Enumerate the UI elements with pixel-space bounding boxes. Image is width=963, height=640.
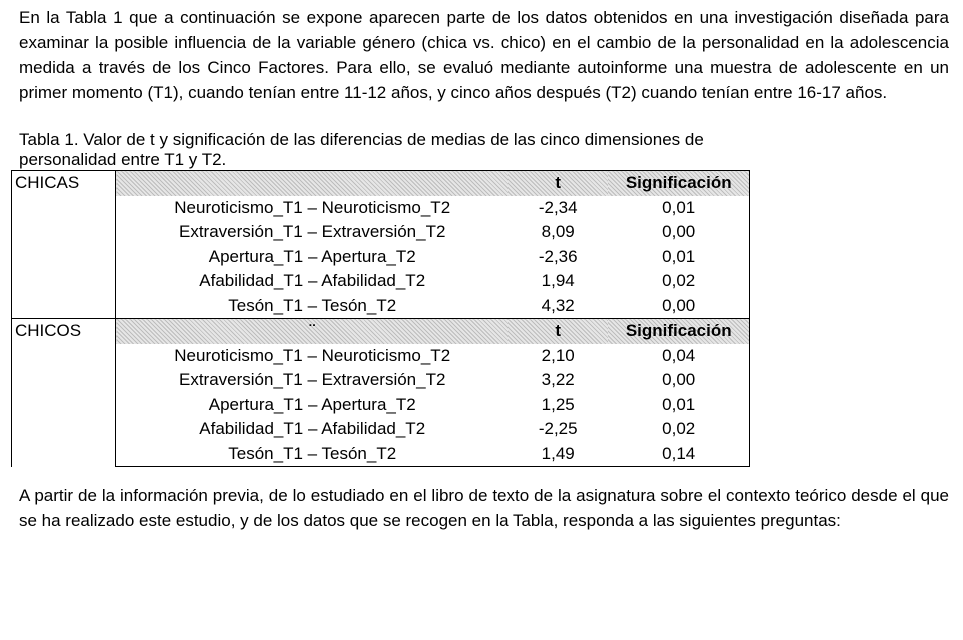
comparison-cell: Neuroticismo_T1 – Neuroticismo_T2 bbox=[116, 196, 508, 221]
t-value-cell: -2,36 bbox=[538, 246, 578, 266]
table-row bbox=[12, 417, 750, 442]
t-value-cell: 1,94 bbox=[541, 271, 575, 290]
comparison-cell: Extraversión_T1 – Extraversión_T2 bbox=[116, 220, 508, 245]
comparison-cell: Neuroticismo_T1 – Neuroticismo_T2 bbox=[116, 344, 508, 369]
table-caption: Tabla 1. Valor de t y significación de las diferencias de medias de las cinco dimensiones de personalidad entre T1 y T2. bbox=[19, 130, 704, 169]
column-header-comparison: ¨ bbox=[116, 319, 508, 344]
significance-cell: 0,00 bbox=[608, 220, 749, 245]
t-value-cell: -2,34 bbox=[538, 197, 578, 217]
comparison-cell: Tesón_T1 – Tesón_T2 bbox=[116, 442, 508, 467]
table-header-row-chicas bbox=[12, 171, 750, 196]
group-label-chicas: CHICAS bbox=[12, 171, 116, 319]
significance-cell: 0,14 bbox=[608, 442, 749, 467]
significance-cell: 0,01 bbox=[608, 393, 749, 418]
t-value-cell: 2,10 bbox=[541, 345, 575, 365]
table-header-row-chicos bbox=[12, 319, 750, 344]
significance-cell: 0,00 bbox=[608, 368, 749, 393]
comparison-cell: Afabilidad_T1 – Afabilidad_T2 bbox=[116, 417, 508, 442]
comparison-cell: Apertura_T1 – Apertura_T2 bbox=[116, 393, 508, 418]
results-table bbox=[11, 170, 750, 467]
table-row bbox=[12, 393, 750, 418]
t-value-cell: 3,22 bbox=[541, 370, 575, 389]
comparison-cell: Extraversión_T1 – Extraversión_T2 bbox=[116, 368, 508, 393]
document-page bbox=[15, 5, 949, 533]
significance-cell: 0,00 bbox=[608, 294, 749, 319]
comparison-cell: Tesón_T1 – Tesón_T2 bbox=[116, 294, 508, 319]
column-header-t: t bbox=[508, 319, 608, 344]
group-label-chicos: CHICOS bbox=[12, 319, 116, 467]
significance-cell: 0,01 bbox=[608, 196, 749, 221]
significance-cell: 0,01 bbox=[608, 245, 749, 270]
table-row bbox=[12, 442, 750, 467]
t-value-cell: 4,32 bbox=[508, 294, 608, 319]
closing-paragraph: A partir de la información previa, de lo estudiado en el libro de texto de la asignatura sobre el contexto teórico desde el que se ha realizado este estudio, y de los datos que se recogen en la Tabla, responda a las siguientes preguntas: bbox=[19, 486, 949, 530]
t-value-cell: 8,09 bbox=[541, 222, 575, 241]
t-value-cell: -2,25 bbox=[538, 419, 578, 438]
table-row bbox=[12, 294, 750, 319]
table-row bbox=[12, 368, 750, 393]
t-value-cell: 1,25 bbox=[541, 394, 575, 414]
table-row bbox=[12, 269, 750, 294]
t-value-cell: 1,49 bbox=[508, 442, 608, 467]
significance-cell: 0,04 bbox=[608, 344, 749, 369]
column-header-significance: Significación bbox=[608, 319, 749, 344]
significance-cell: 0,02 bbox=[608, 417, 749, 442]
table-row bbox=[12, 196, 750, 221]
table-row bbox=[12, 245, 750, 270]
column-header-t: t bbox=[508, 171, 608, 196]
significance-cell: 0,02 bbox=[608, 269, 749, 294]
table-row bbox=[12, 344, 750, 369]
table-row bbox=[12, 220, 750, 245]
comparison-cell: Apertura_T1 – Apertura_T2 bbox=[116, 245, 508, 270]
column-header-comparison bbox=[116, 171, 508, 196]
comparison-cell: Afabilidad_T1 – Afabilidad_T2 bbox=[116, 269, 508, 294]
column-header-significance: Significación bbox=[608, 171, 749, 196]
intro-paragraph: En la Tabla 1 que a continuación se expone aparecen parte de los datos obtenidos en una investigación diseñada para examinar la posible influencia de la variable género (chica vs. chico) en el cambio de la personalidad en la adolescencia medida a través de los Cinco Factores. Para ello, se evaluó mediante autoinforme una muestra de adolescente en un primer momento (T1), cuando tenían entre 11-12 años, y cinco años después (T2) cuando tenían entre 16-17 años. bbox=[19, 8, 949, 102]
